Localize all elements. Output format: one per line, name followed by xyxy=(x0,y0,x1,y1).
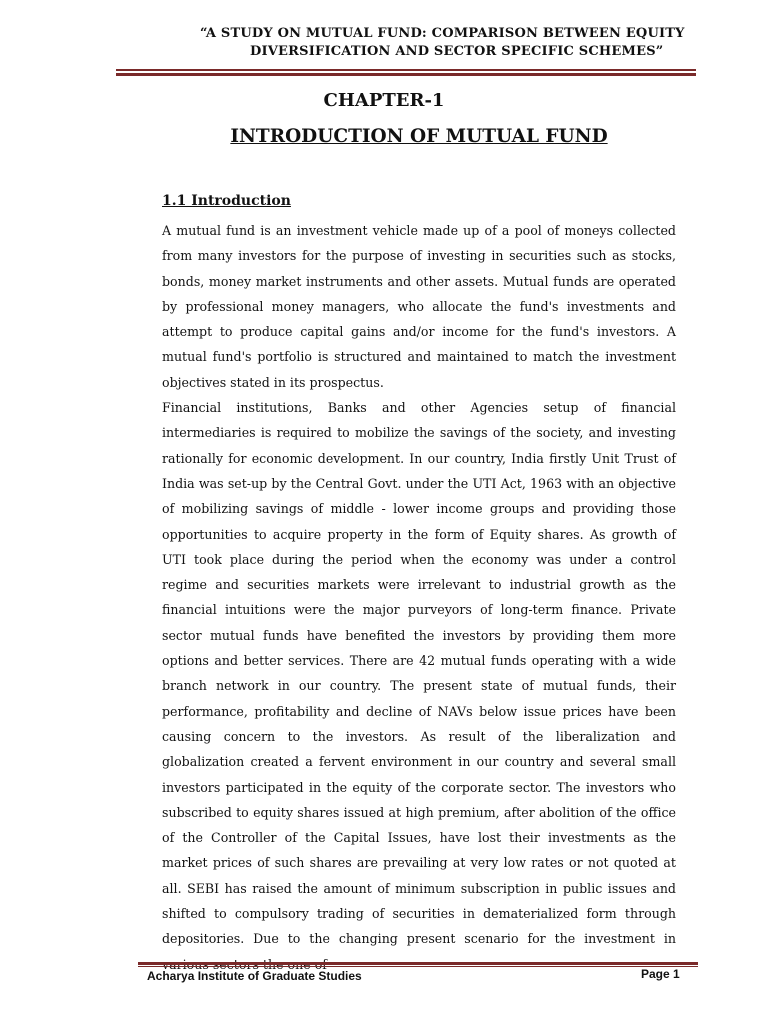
running-header-line-1: “A STUDY ON MUTUAL FUND: COMPARISON BETWEEN EQUITY xyxy=(200,26,685,41)
footer-divider xyxy=(138,966,698,967)
paragraph-2: Financial institutions, Banks and other Agencies setup of financial intermediaries is required to mobilize the savings of the society, and investing rationally for economic development. In our country, India firstly Unit Trust of India was set-up by the Central Govt. under the UTI Act, 1963 with an objective of mobilizing savings of middle - lower income groups and providing those opportunities to acquire property in the form of Equity shares. As growth of UTI took place during the period when the economy was under a control regime and securities markets were irrelevant to industrial growth as the financial intuitions were the major purveyors of long-term finance. Private sector mutual funds have benefited the investors by providing them more options and better services. There are 42 mutual funds operating with a wide branch network in our country. The present state of mutual funds, their performance, profitability and decline of NAVs below issue prices have been causing concern to the investors. As result of the liberalization and globalization created a fervent environment in our country and several small investors participated in the equity of the corporate sector. The investors who subscribed to equity shares issued at high premium, after abolition of the office of the Controller of the Capital Issues, have lost their investments as the market prices of such shares are prevailing at very low rates or not quoted at all. SEBI has raised the amount of minimum subscription in public issues and shifted to compulsory trading of securities in dematerialized form through depositories. Due to the changing present scenario for the investment in xyxy=(162,400,676,947)
footer-divider-thick xyxy=(138,962,698,965)
body-text xyxy=(162,218,676,977)
page-number: Page 1 xyxy=(641,967,680,981)
chapter-number: CHAPTER-1 xyxy=(323,90,445,111)
section-heading: 1.1 Introduction xyxy=(162,193,291,209)
chapter-title: INTRODUCTION OF MUTUAL FUND xyxy=(230,126,608,147)
running-header xyxy=(190,25,690,61)
paragraph-1: A mutual fund is an investment vehicle made up of a pool of moneys collected from many investors for the purpose of investing in securities such as stocks, bonds, money market instruments and other assets. Mutual funds are operated by professional money managers, who allocate the fund's investments and attempt to produce capital gains and/or income for the fund's investors. A mutual fund's portfolio is structured and maintained to match the investment objectives stated in its prospectus. xyxy=(162,223,676,390)
header-divider xyxy=(116,69,696,71)
running-header-line-2: DIVERSIFICATION AND SECTOR SPECIFIC SCHEMES” xyxy=(250,44,664,59)
footer-institute: Acharya Institute of Graduate Studies xyxy=(147,969,362,983)
header-divider-thick xyxy=(116,73,696,76)
